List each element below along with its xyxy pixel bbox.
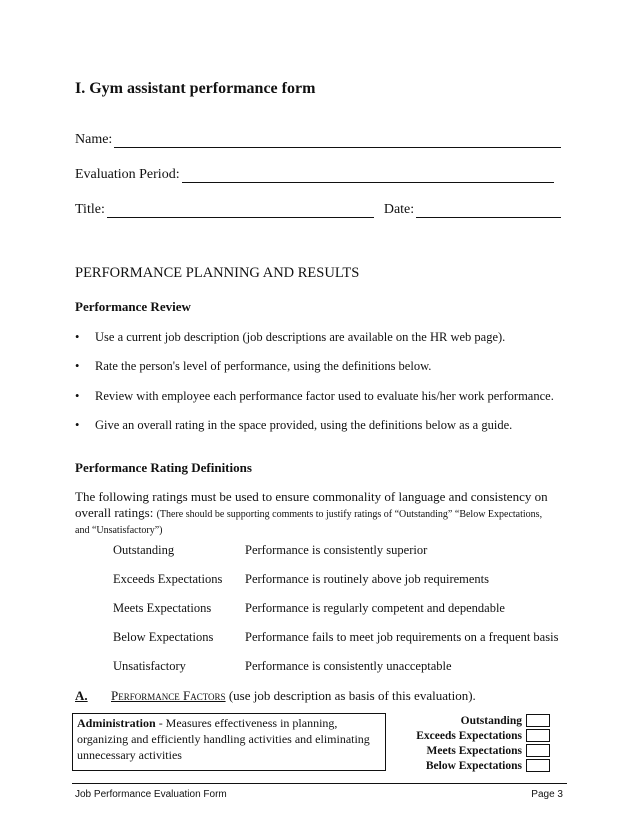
title-date-row (75, 202, 561, 218)
list-item: • Rate the person's level of performance, using the definitions below. (75, 359, 432, 373)
period-input-line[interactable] (182, 168, 554, 183)
bullet-icon: • (75, 389, 80, 403)
page-number: Page 3 (531, 789, 563, 800)
rating-option-exceeds: Exceeds Expectations (400, 728, 550, 743)
bullet-icon: • (75, 359, 80, 373)
rating-option-below: Below Expectations (400, 758, 550, 773)
rating-option-outstanding: Outstanding (400, 713, 550, 728)
rating-definition-row: Meets Expectations Performance is regularly competent and dependable (113, 601, 505, 615)
definitions-heading: Performance Rating Definitions (75, 460, 252, 475)
below-checkbox[interactable] (526, 759, 550, 772)
rating-definition-row: Outstanding Performance is consistently superior (113, 543, 428, 557)
outstanding-checkbox[interactable] (526, 714, 550, 727)
footer-left: Job Performance Evaluation Form (75, 789, 227, 800)
bullet-icon: • (75, 330, 80, 344)
title-label: Title: (75, 202, 105, 217)
review-heading: Performance Review (75, 299, 191, 314)
list-item: • Use a current job description (job descriptions are available on the HR web page). (75, 330, 506, 344)
list-item: • Review with employee each performance factor used to evaluate his/her work performance. (75, 389, 554, 403)
date-input-line[interactable] (416, 203, 561, 218)
section-heading: PERFORMANCE PLANNING AND RESULTS (75, 265, 360, 281)
rating-option-meets: Meets Expectations (400, 743, 550, 758)
date-label: Date: (383, 202, 415, 217)
performance-factors-heading: A. Performance Factors (use job description as basis of this evaluation). (75, 688, 476, 703)
name-input-line[interactable] (114, 133, 561, 148)
rating-definition-row: Exceeds Expectations Performance is routinely above job requirements (113, 572, 490, 586)
list-item: • Give an overall rating in the space provided, using the definitions below as a guide. (75, 418, 513, 432)
rating-checkboxes (400, 713, 550, 773)
name-field-row (75, 132, 561, 148)
administration-box: Administration - Measures effectiveness in planning, organizing and efficiently handling activities and eliminating unnecessary activities (72, 713, 386, 771)
exceeds-checkbox[interactable] (526, 729, 550, 742)
definitions-intro: The following ratings must be used to ensure commonality of language and consistency on overall ratings: (There should be supporting comments to justify ratings of “Outstanding” “Below Expectations, and “Unsatisfactory”) (75, 489, 548, 536)
bullet-icon: • (75, 418, 80, 432)
name-label: Name: (75, 132, 113, 147)
rating-definition-row: Below Expectations Performance fails to meet job requirements on a frequent basis (113, 630, 559, 644)
title-input-line[interactable] (107, 203, 374, 218)
period-label: Evaluation Period: (75, 167, 180, 182)
form-title: I. Gym assistant performance form (75, 80, 316, 97)
rating-definition-row: Unsatisfactory Performance is consistently unacceptable (113, 659, 452, 673)
period-field-row (75, 167, 554, 183)
footer-divider (72, 783, 567, 784)
meets-checkbox[interactable] (526, 744, 550, 757)
